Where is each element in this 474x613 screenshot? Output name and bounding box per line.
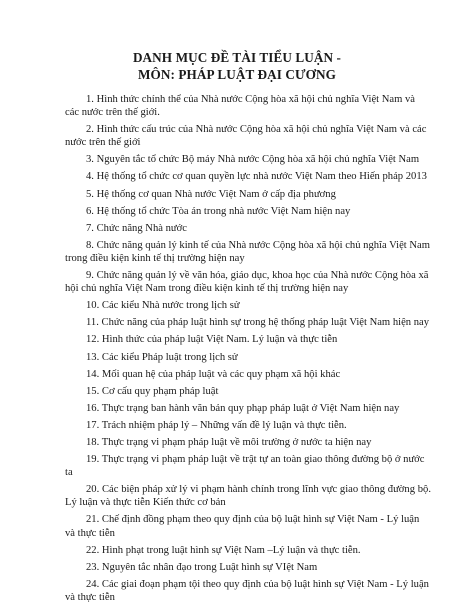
topic-item-22: 22. Hình phạt trong luật hình sự Việt Nam –Lý luận và thực tiễn. xyxy=(86,544,361,556)
topic-item-6: 6. Hệ thống tổ chức Tòa án trong nhà nước Việt Nam hiện nay xyxy=(86,205,351,217)
topic-item-10: 10. Các kiểu Nhà nước trong lịch sử xyxy=(86,300,240,312)
topic-item-7: 7. Chức năng Nhà nước xyxy=(86,222,187,234)
topic-item-23: 23. Nguyên tắc nhân đạo trong Luật hình sự VIệt Nam xyxy=(86,561,318,573)
document-title-line-1: DANH MỤC ĐỀ TÀI TIỂU LUẬN - xyxy=(132,50,342,65)
topic-item-17: 17. Trách nhiệm pháp lý – Những vấn đề lý luận và thực tiễn. xyxy=(86,419,347,431)
document-title-line-2: MÔN: PHÁP LUẬT ĐẠI CƯƠNG xyxy=(137,67,336,82)
topic-item-15: 15. Cơ cấu quy phạm pháp luật xyxy=(86,385,219,397)
topic-item-4: 4. Hệ thống tổ chức cơ quan quyền lực nhà nước Việt Nam theo Hiến pháp 2013 xyxy=(86,171,427,183)
topic-item-3: 3. Nguyên tắc tổ chức Bộ máy Nhà nước Cộng hòa xã hội chủ nghĩa Việt Nam xyxy=(86,154,420,166)
topic-item-13: 13. Các kiểu Pháp luật trong lịch sử xyxy=(86,351,238,363)
topic-item-1: 1. Hình thức chính thể của Nhà nước Cộng hòa xã hội chủ nghĩa Việt Nam và các nước trên thế giới. xyxy=(65,94,415,119)
topic-item-20: 20. Các biện pháp xử lý vi phạm hành chính trong lĩnh vực giao thông đường bộ. Lý luận và thực tiễn Kiến thức cơ bản xyxy=(65,484,431,509)
topic-item-9: 9. Chức năng quản lý về văn hóa, giáo dục, khoa học của Nhà nước Cộng hòa xã hội chủ nghĩa Việt Nam trong điều kiện kinh tế thị trường hiện nay xyxy=(65,270,429,295)
topic-item-2: 2. Hình thức cấu trúc của Nhà nước Cộng hòa xã hội chủ nghĩa Việt Nam và các nước trên thế giới xyxy=(65,124,427,149)
topic-item-8: 8. Chức năng quản lý kinh tế của Nhà nước Cộng hòa xã hội chủ nghĩa Việt Nam trong điều kiện kinh tế thị trường hiện nay xyxy=(65,239,430,264)
topic-item-14: 14. Mối quan hệ của pháp luật và các quy phạm xã hội khác xyxy=(86,368,341,380)
topic-list xyxy=(65,93,431,608)
topic-item-5: 5. Hệ thống cơ quan Nhà nước Việt Nam ở cấp địa phương xyxy=(86,188,336,200)
topic-item-11: 11. Chức năng của pháp luật hình sự trong hệ thống pháp luật Việt Nam hiện nay xyxy=(86,317,430,329)
topic-item-21: 21. Chế định đồng phạm theo quy định của bộ luật hình sự Việt Nam - Lý luận và thực tiễn xyxy=(65,514,420,539)
topic-item-24: 24. Các giai đoạn phạm tội theo quy định của bộ luật hình sự Việt Nam - Lý luận và thực tiễn xyxy=(65,578,429,603)
topic-item-18: 18. Thực trạng vi phạm pháp luật về môi trường ở nước ta hiện nay xyxy=(86,436,372,448)
topic-item-12: 12. Hình thức của pháp luật Việt Nam. Lý luận và thực tiễn xyxy=(86,334,338,346)
topic-item-16: 16. Thực trạng ban hành văn bản quy phạp pháp luật ở Việt Nam hiện nay xyxy=(86,402,400,414)
topic-item-19: 19. Thực trạng vi phạm pháp luật về trật tự an toàn giao thông đường bộ ở nước ta xyxy=(65,454,425,479)
